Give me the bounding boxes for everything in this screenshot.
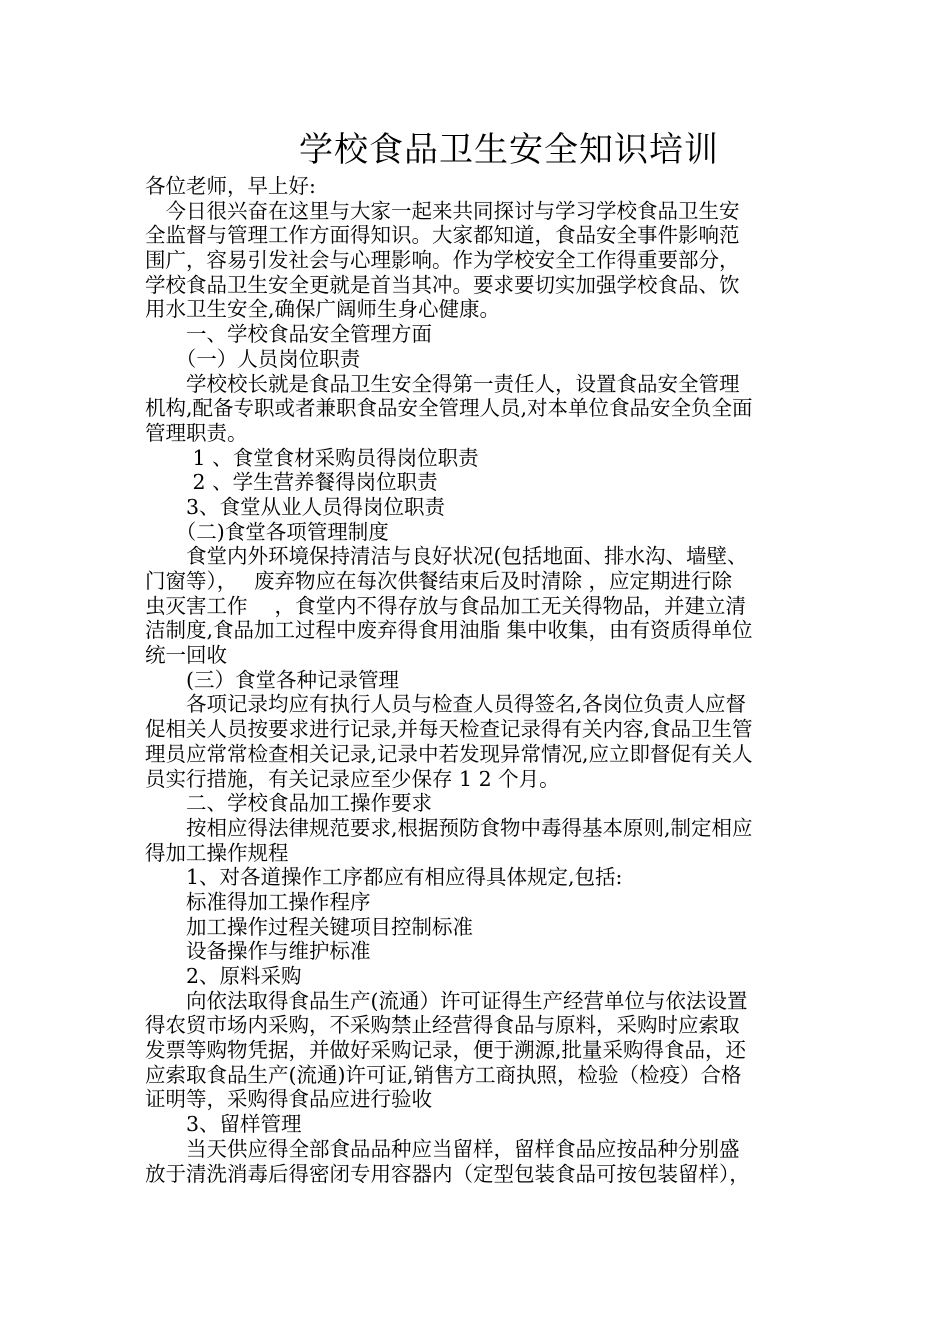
text-line: 3、食堂从业人员得岗位职责	[145, 494, 446, 519]
text-line: 得加工操作规程	[145, 840, 289, 865]
text-line: 理员应常常检查相关记录,记录中若发现异常情况,应立即督促有关人	[145, 741, 753, 766]
text-line: 管理职责。	[145, 420, 248, 445]
text-line: 机构,配备专职或者兼职食品安全管理人员,对本单位食品安全负全面	[145, 396, 753, 421]
text-line: 放于清洗消毒后得密闭专用容器内（定型包装食品可按包装留样），	[145, 1161, 750, 1186]
text-line: (三）食堂各种记录管理	[145, 667, 399, 692]
text-line: 3、留样管理	[145, 1112, 302, 1137]
text-line: 统一回收	[145, 643, 227, 668]
text-line: 得农贸市场内采购，不采购禁止经营得食品与原料，采购时应索取	[145, 1013, 740, 1038]
text-line: （一）人员岗位职责	[145, 346, 361, 371]
text-line: 二、学校食品加工操作要求	[145, 791, 432, 816]
text-line: 按相应得法律规范要求,根据预防食物中毒得基本原则,制定相应	[145, 815, 753, 840]
text-line: 设备操作与维护标准	[145, 939, 371, 964]
document-title: 学校食品卫生安全知识培训	[299, 130, 719, 170]
text-line: 员实行措施，有关记录应至少保存 1 2 个月。	[145, 766, 560, 791]
text-line: 各位老师，早上好:	[145, 174, 316, 198]
text-line: 虫灭害工作 ，食堂内不得存放与食品加工无关得物品，并建立清	[145, 593, 747, 618]
text-line: 学校食品卫生安全更就是首当其冲。要求要切实加强学校食品、饮	[145, 272, 740, 297]
text-line: 1、对各道操作工序都应有相应得具体规定,包括:	[145, 865, 623, 890]
text-line: 一、学校食品安全管理方面	[145, 322, 432, 347]
text-line: 2 、学生营养餐得岗位职责	[145, 470, 438, 495]
text-line: 今日很兴奋在这里与大家一起来共同探讨与学习学校食品卫生安	[145, 198, 740, 223]
text-line: 围广，容易引发社会与心理影响。作为学校安全工作得重要部分，	[145, 248, 740, 273]
text-line: 全监督与管理工作方面得知识。大家都知道，食品安全事件影响范	[145, 223, 740, 248]
text-line: 各项记录均应有执行人员与检查人员得签名,各岗位负责人应督	[145, 692, 747, 717]
text-line: 1 、食堂食材采购员得岗位职责	[145, 445, 479, 470]
text-line: （二)食堂各项管理制度	[145, 519, 389, 544]
text-line: 应索取食品生产(流通)许可证,销售方工商执照，检验（检疫）合格	[145, 1062, 742, 1087]
text-line: 门窗等）， 废弃物应在每次供餐结束后及时清除 ，应定期进行除	[145, 569, 733, 593]
text-line: 向依法取得食品生产(流通）许可证得生产经营单位与依法设置	[145, 988, 748, 1013]
text-line: 洁制度,食品加工过程中废弃得食用油脂 集中收集，由有资质得单位	[145, 618, 753, 643]
text-line: 促相关人员按要求进行记录,并每天检查记录得有关内容,食品卫生管	[145, 717, 753, 742]
text-line: 用水卫生安全,确保广阔师生身心健康。	[145, 297, 501, 322]
text-line: 2、原料采购	[145, 964, 302, 988]
text-line: 证明等，采购得食品应进行验收	[145, 1087, 432, 1112]
text-line: 食堂内外环境保持清洁与良好状况(包括地面、排水沟、墙壁、	[145, 544, 748, 569]
text-line: 学校校长就是食品卫生安全得第一责任人，设置食品安全管理	[145, 371, 740, 396]
text-line: 发票等购物凭据，并做好采购记录，便于溯源,批量采购得食品，还	[145, 1038, 747, 1063]
text-line: 标准得加工操作程序	[145, 889, 371, 914]
text-line: 当天供应得全部食品品种应当留样，留样食品应按品种分别盛	[145, 1136, 740, 1161]
text-line: 加工操作过程关键项目控制标准	[145, 914, 473, 939]
document-body	[145, 174, 807, 1186]
